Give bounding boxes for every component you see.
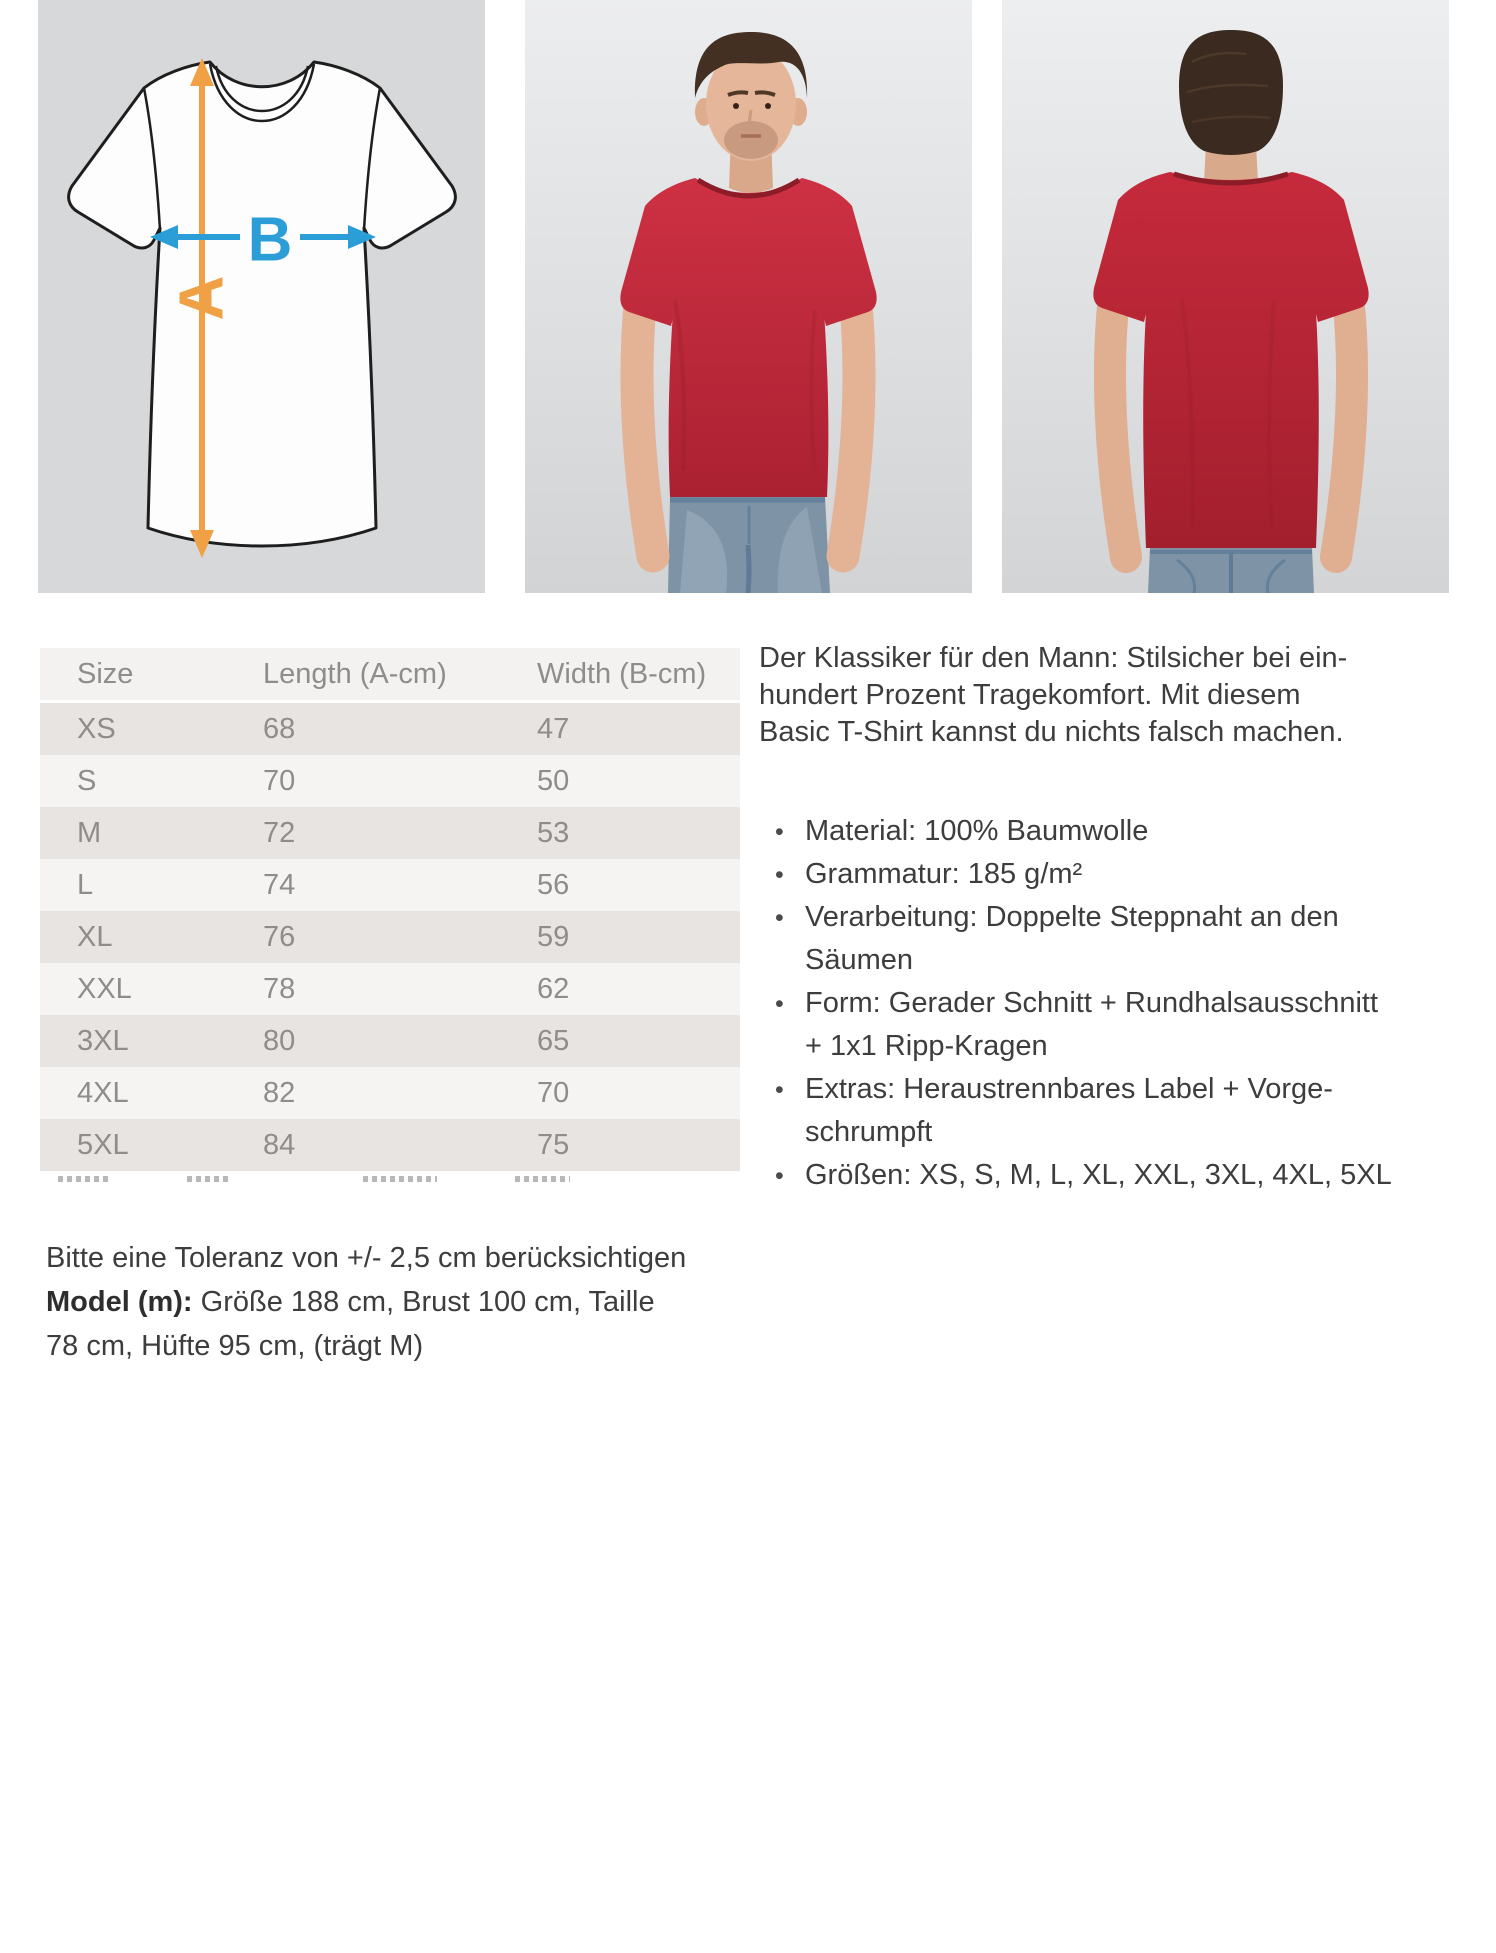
table-row [40, 963, 740, 1015]
measurement-notes [46, 1236, 706, 1368]
col-header-width: Width (B-cm) [537, 648, 740, 702]
table-cell-size: 5XL [40, 1119, 263, 1171]
table-row [40, 1015, 740, 1067]
table-cell-size: M [40, 807, 263, 859]
table-cell-length: 74 [263, 859, 537, 911]
model-info-label: Model (m): [46, 1286, 193, 1318]
product-description [759, 640, 1449, 1197]
table-row [40, 807, 740, 859]
table-row [40, 755, 740, 807]
feature-text: Verarbeitung: Doppelte Steppnaht an den Säumen [805, 901, 1339, 976]
table-cell-length: 72 [263, 807, 537, 859]
table-cell-length: 76 [263, 911, 537, 963]
model-arm-left [637, 296, 653, 556]
feature-text: Material: 100% Baumwolle [805, 815, 1149, 847]
model-photo-front [525, 0, 972, 593]
feature-item [759, 896, 1449, 982]
nose [749, 110, 751, 124]
model-arm-left [1110, 296, 1126, 557]
table-cell-width: 65 [537, 1015, 740, 1067]
col-header-size: Size [40, 648, 263, 702]
table-cell-length: 80 [263, 1015, 537, 1067]
bullet-icon: • [775, 818, 784, 846]
table-cell-length: 70 [263, 755, 537, 807]
feature-text: Form: Gerader Schnitt + Rundhalsausschnitt + 1x1 Ripp-Kragen [805, 987, 1379, 1062]
description-intro: Der Klassiker für den Mann: Stilsicher bei ein- hundert Prozent Tragekomfort. Mit diesem Basic T-Shirt kannst du nichts falsch machen. [759, 642, 1348, 748]
feature-text: Grammatur: 185 g/m² [805, 858, 1083, 890]
model-jeans-back [1148, 548, 1314, 593]
table-cell-width: 59 [537, 911, 740, 963]
model-info [46, 1280, 706, 1368]
beard [724, 121, 778, 159]
feature-list [759, 810, 1449, 1197]
table-row [40, 702, 740, 756]
feature-text: Extras: Heraustrennbares Label + Vorge- schrumpft [805, 1073, 1333, 1148]
table-cell-length: 84 [263, 1119, 537, 1171]
model-jeans [668, 497, 830, 593]
label-a: A [167, 275, 237, 321]
feature-item [759, 982, 1449, 1068]
size-table-header-row [40, 648, 740, 702]
table-cell-size: 4XL [40, 1067, 263, 1119]
size-diagram [38, 0, 485, 593]
cropped-row-remnant [40, 1176, 740, 1183]
table-cell-width: 75 [537, 1119, 740, 1171]
bullet-icon: • [775, 1162, 784, 1190]
table-cell-length: 78 [263, 963, 537, 1015]
model-arm-right [843, 296, 859, 556]
tolerance-note: Bitte eine Toleranz von +/- 2,5 cm berücksichtigen [46, 1242, 687, 1274]
bullet-icon: • [775, 990, 784, 1018]
bullet-icon: • [775, 1076, 784, 1104]
table-row [40, 859, 740, 911]
table-row [40, 911, 740, 963]
table-cell-size: S [40, 755, 263, 807]
table-cell-length: 68 [263, 702, 537, 756]
table-cell-width: 62 [537, 963, 740, 1015]
feature-item [759, 853, 1449, 896]
table-cell-size: XXL [40, 963, 263, 1015]
col-header-length: Length (A-cm) [263, 648, 537, 702]
feature-item [759, 1068, 1449, 1154]
hair-back [1179, 30, 1283, 155]
table-cell-width: 50 [537, 755, 740, 807]
table-row [40, 1067, 740, 1119]
eye-right [765, 103, 771, 109]
table-cell-size: XS [40, 702, 263, 756]
table-cell-size: L [40, 859, 263, 911]
table-cell-width: 53 [537, 807, 740, 859]
feature-item [759, 1154, 1449, 1197]
size-table [40, 648, 740, 1171]
model-arm-right [1336, 296, 1352, 557]
model-head-back [1179, 30, 1283, 155]
eye-left [733, 103, 739, 109]
table-cell-length: 82 [263, 1067, 537, 1119]
feature-text: Größen: XS, S, M, L, XL, XXL, 3XL, 4XL, 5XL [805, 1159, 1392, 1191]
bullet-icon: • [775, 904, 784, 932]
label-b: B [247, 205, 293, 275]
table-cell-size: XL [40, 911, 263, 963]
feature-item [759, 810, 1449, 853]
table-cell-width: 47 [537, 702, 740, 756]
model-photo-back [1002, 0, 1449, 593]
model-info-text: Größe 188 cm, Brust 100 cm, Taille 78 cm, Hüfte 95 cm, (trägt M) [46, 1286, 655, 1362]
table-cell-size: 3XL [40, 1015, 263, 1067]
table-row [40, 1119, 740, 1171]
size-table-body [40, 702, 740, 1172]
bullet-icon: • [775, 861, 784, 889]
table-cell-width: 70 [537, 1067, 740, 1119]
table-cell-width: 56 [537, 859, 740, 911]
